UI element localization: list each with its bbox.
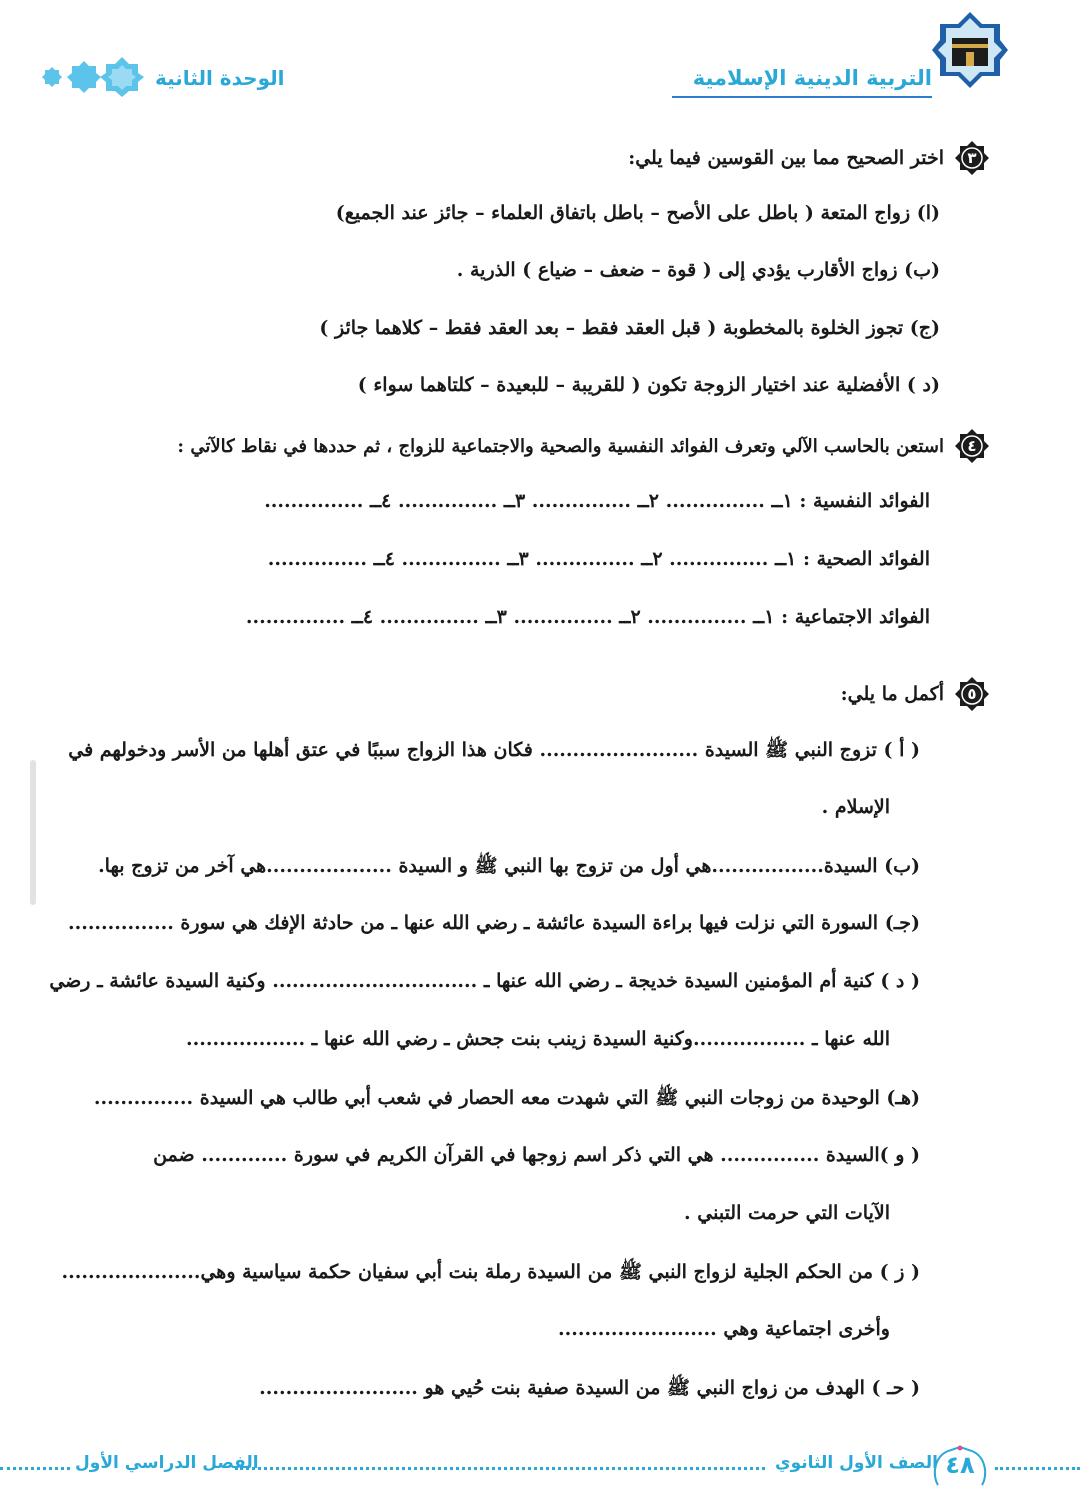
q3-item: (ب) زواج الأقارب يؤدي إلى ( قوة – ضعف – ضياع ) الذرية . (456, 259, 940, 281)
footer-dotted-rule (0, 1467, 70, 1472)
unit-title: الوحدة الثانية (155, 66, 285, 90)
q5-line: ( ز ) من الحكم الجلية لزواج النبي ﷺ من السيدة رملة بنت أبي سفيان حكمة سياسية وهي..................... (61, 1261, 920, 1283)
q3-item: (ج) تجوز الخلوة بالمخطوبة ( قبل العقد فقط – بعد العقد فقط – كلاهما جائز ) (319, 317, 940, 339)
question-number: ٤ (967, 437, 977, 455)
q4-benefit-row: الفوائد الصحية : ١ــ ............... ٢ــ ............... ٣ــ ............... ٤ــ ............... (267, 548, 930, 570)
footer-dotted-rule (995, 1467, 1080, 1472)
subject-header (680, 10, 1010, 100)
scrollbar-thumb[interactable] (30, 760, 36, 905)
grade-label: الصف الأول الثانوي (775, 1453, 939, 1473)
q5-line: الآيات التي حرمت التبني . (684, 1202, 890, 1224)
question-5-heading (90, 676, 990, 712)
question-number: ٥ (967, 685, 977, 703)
question-number: ٣ (967, 149, 977, 167)
q4-benefit-row: الفوائد الاجتماعية : ١ــ ............... ٢ــ ............... ٣ــ ............... ٤ــ ............... (245, 606, 930, 628)
term-label: الفصل الدراسي الأول (75, 1453, 259, 1473)
q5-line: ( و )السيدة ............... هي التي ذكر اسم زوجها في القرآن الكريم في سورة ............. ضمن (153, 1144, 920, 1166)
decorative-stars-icon (40, 55, 150, 99)
question-title: اختر الصحيح مما بين القوسين فيما يلي: (628, 147, 944, 169)
q5-line: الله عنها ـ .................وكنية السيدة زينب بنت جحش ـ رضي الله عنها ـ .................. (186, 1028, 890, 1050)
question-number-badge (954, 676, 990, 712)
q5-line: (جـ) السورة التي نزلت فيها براءة السيدة عائشة ـ رضي الله عنها ـ من حادثة الإفك هي سورة ................ (67, 912, 920, 934)
question-3-heading (90, 140, 990, 176)
q5-line: ( أ ) تزوج النبي ﷺ السيدة ........................ فكان هذا الزواج سببًا في عتق أهلها من الأسر ودخولهم في (68, 739, 920, 761)
question-number-badge (954, 428, 990, 464)
page-number: ٤٨ (945, 1451, 975, 1479)
page-footer (0, 1445, 1080, 1487)
q3-item: (د ) الأفضلية عند اختيار الزوجة تكون ( للقريبة – للبعيدة – كلتاهما سواء ) (357, 374, 940, 396)
q5-line: (ب) السيدة.................هي أول من تزوج بها النبي ﷺ و السيدة ...................هي آخر من تزوج بها. (98, 855, 920, 877)
question-4-heading (80, 428, 990, 464)
q5-line: الإسلام . (821, 796, 890, 818)
q5-line: ( د ) كنية أم المؤمنين السيدة خديجة ـ رضي الله عنها ـ ............................... وكنية السيدة عائشة ـ رضي (49, 970, 920, 992)
kaaba-icon (930, 10, 1010, 90)
page-number-badge (930, 1445, 990, 1487)
subject-title: التربية الدينية الإسلامية (692, 66, 932, 90)
question-title: أكمل ما يلي: (840, 683, 944, 705)
footer-dotted-rule (235, 1467, 765, 1472)
title-underline (672, 96, 932, 98)
q5-line: وأخرى اجتماعية وهي ........................ (558, 1318, 890, 1340)
q5-line: (هـ) الوحيدة من زوجات النبي ﷺ التي شهدت معه الحصار في شعب أبي طالب هي السيدة ............... (93, 1087, 920, 1109)
q4-benefit-row: الفوائد النفسية : ١ــ ............... ٢ــ ............... ٣ــ ............... ٤ــ ............... (264, 490, 930, 512)
q5-line: ( حـ ) الهدف من زواج النبي ﷺ من السيدة صفية بنت حُيي هو ........................ (259, 1377, 920, 1399)
question-number-badge (954, 140, 990, 176)
q3-item: (ا) زواج المتعة ( باطل على الأصح – باطل باتفاق العلماء – جائز عند الجميع) (335, 202, 940, 224)
unit-header (40, 55, 300, 100)
question-title: استعن بالحاسب الآلي وتعرف الفوائد النفسية والصحية والاجتماعية للزواج ، ثم حددها في نقاط كالآتي : (177, 435, 944, 457)
